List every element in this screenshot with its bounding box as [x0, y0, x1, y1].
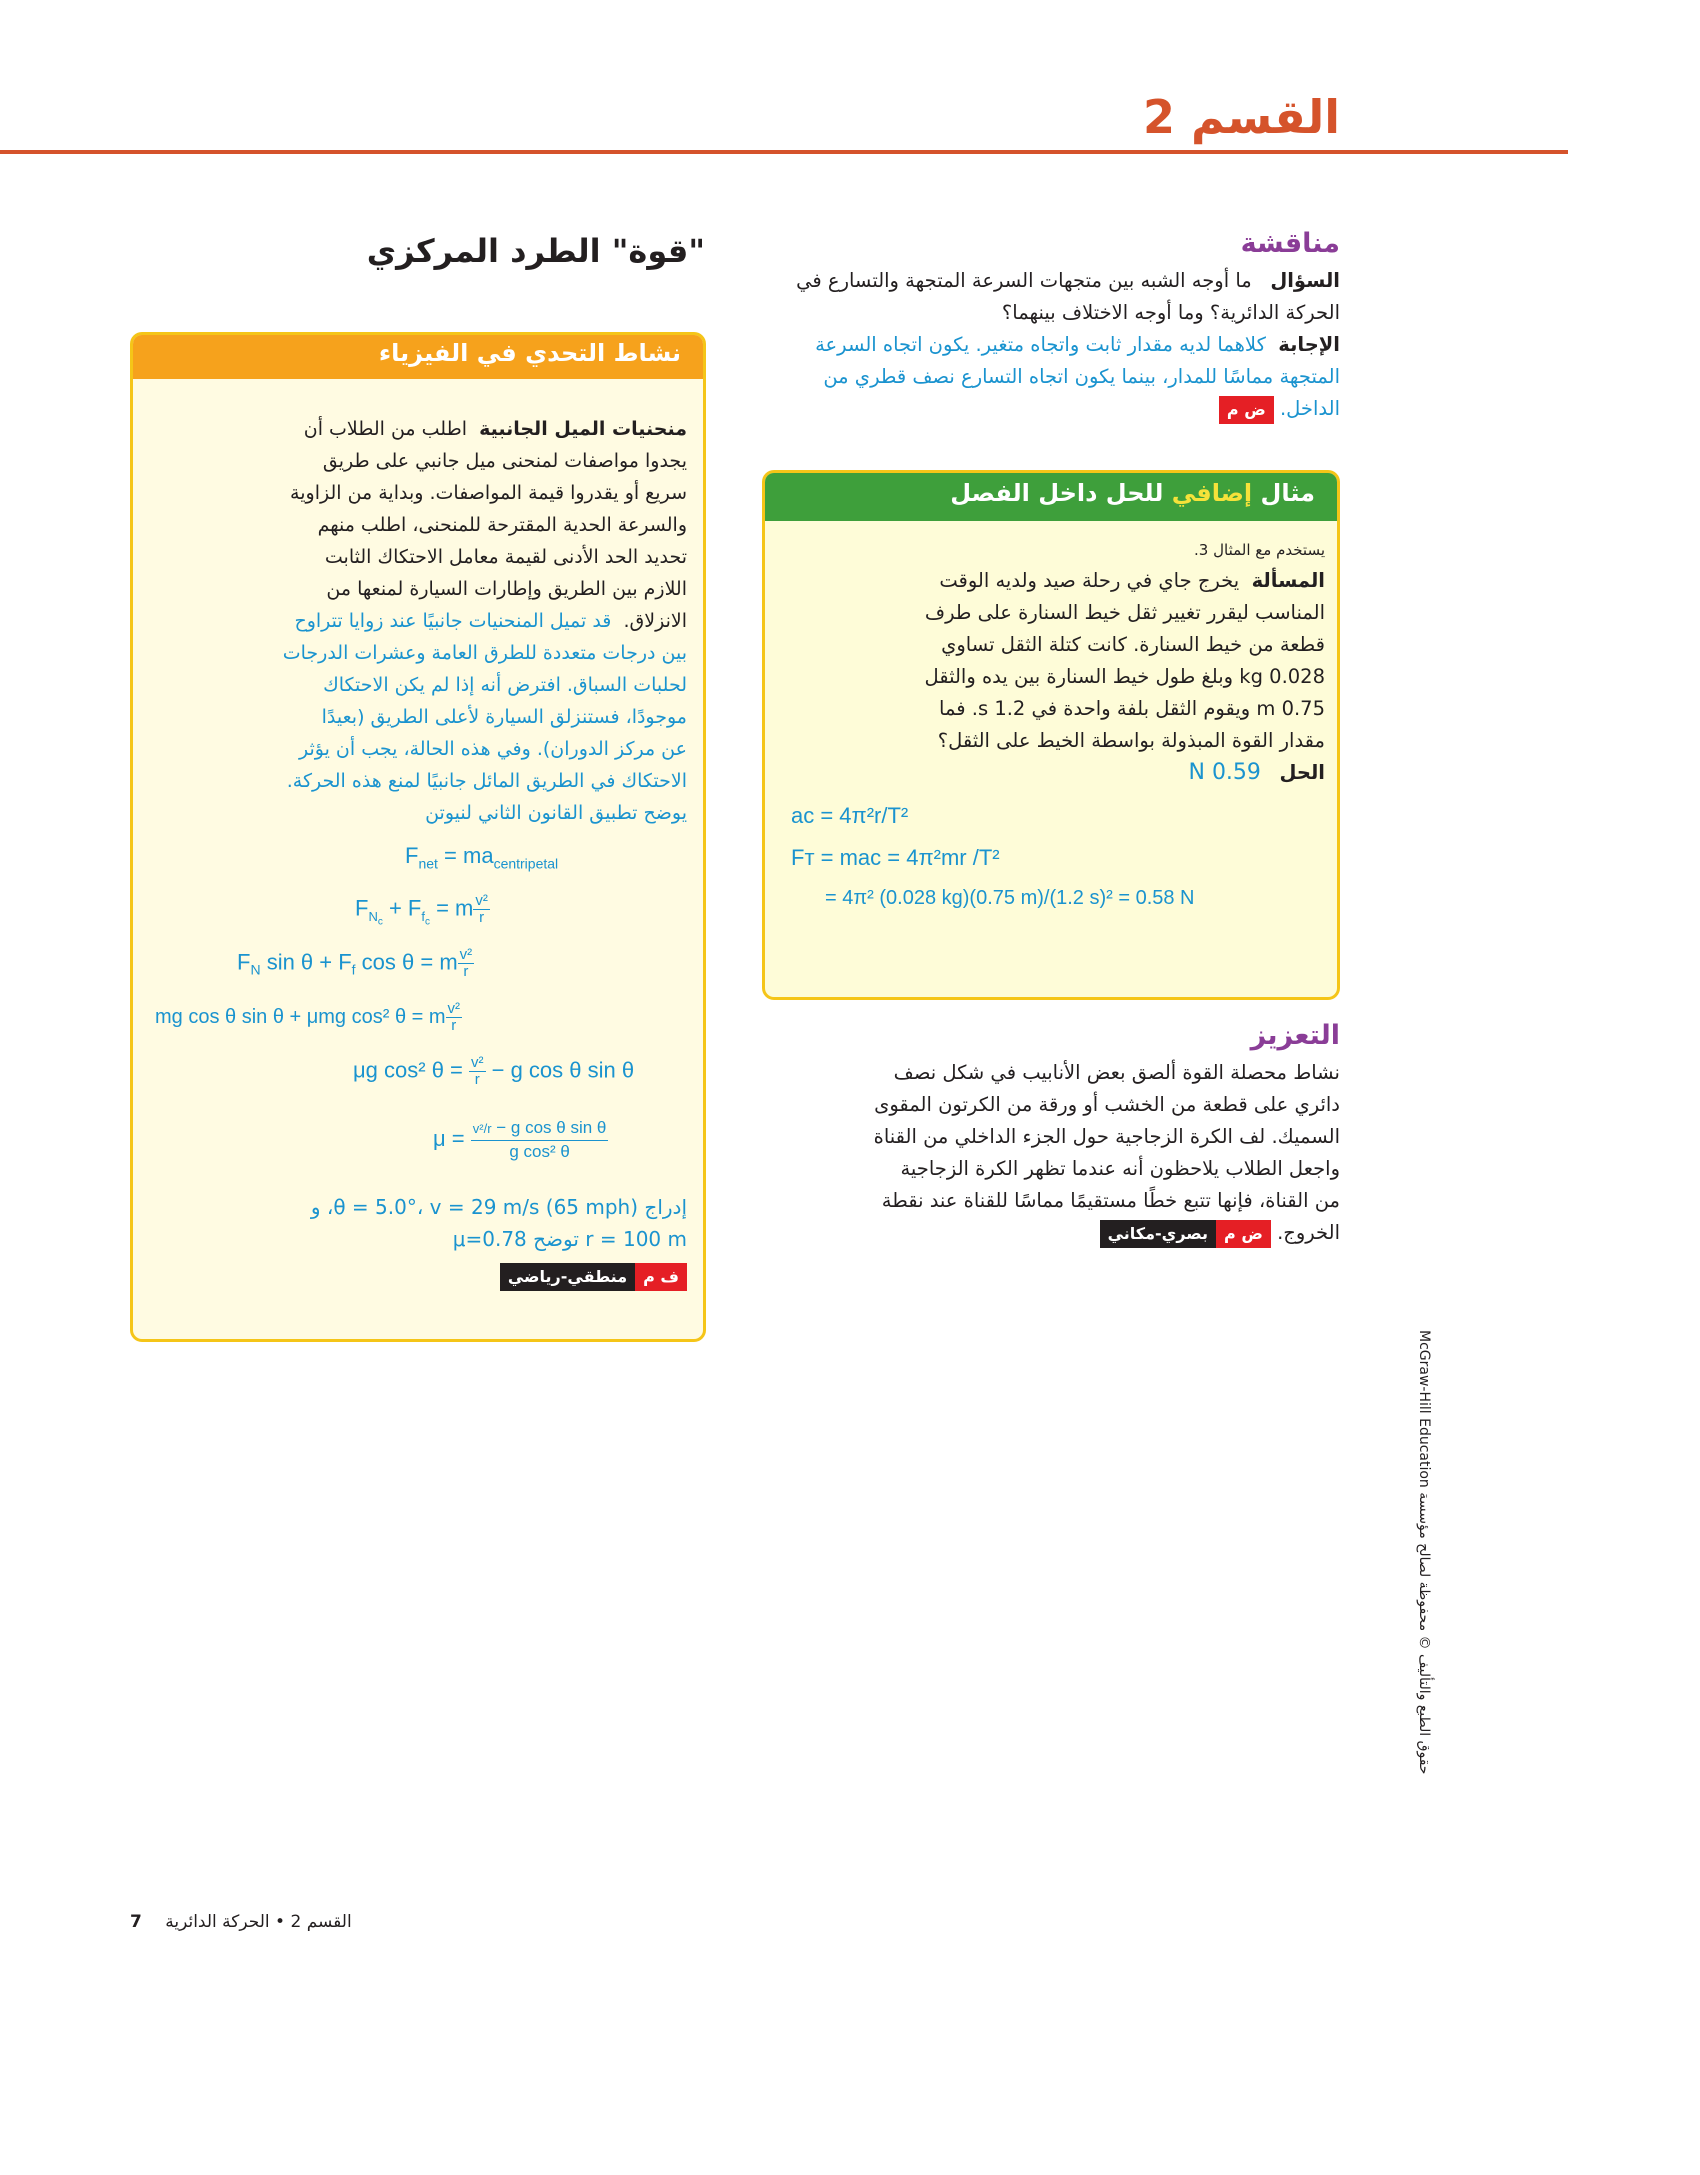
- input-values: θ = 5.0°، v = 29 m/s (65 mph)، و: [310, 1195, 639, 1219]
- reinforcement-line: واجعل الطلاب يلاحظون أنه عندما تظهر الكرة الزجاجية: [900, 1157, 1340, 1180]
- reinforcement-line: من القناة، فإنها تتبع خطًا مستقيمًا مماسًا للقناة عند نقطة: [881, 1189, 1340, 1212]
- example-title-3: للحل داخل الفصل: [950, 479, 1164, 507]
- example-title-2: إضافي: [1171, 479, 1253, 507]
- challenge-line: والسرعة الحدية المقترحة للمنحنى، اطلب منهم: [317, 514, 687, 536]
- example-equation-3: = 4π² (0.028 kg)(0.75 m)/(1.2 s)² = 0.58 N: [825, 887, 1195, 909]
- reinforcement-line: السميك. لف الكرة الزجاجية حول الجزء الداخلي من القناة: [873, 1125, 1340, 1148]
- problem-label: المسألة: [1251, 569, 1325, 592]
- learning-style-badge: بصري-مكاني: [1100, 1220, 1216, 1248]
- example-equation-1: aᴄ = 4π²r/T²: [791, 803, 909, 828]
- equation-trig: $F_N$ $\sin \theta + F_f$ cos θ = m $\frac{\text{v²}}{r}$: [237, 946, 473, 980]
- skill-badge: ض م: [1216, 1220, 1271, 1248]
- challenge-intro-label: منحنيات الميل الجانبية: [479, 418, 687, 440]
- challenge-box: [130, 332, 706, 1342]
- challenge-line: سريع أو يقدروا قيمة المواصفات. وبداية من الزاوية: [290, 482, 687, 504]
- radius-value: r = 100 m: [585, 1227, 687, 1251]
- problem-line: مقدار القوة المبذولة بواسطة الخيط على الثقل؟: [937, 729, 1325, 752]
- challenge-text: [147, 413, 687, 829]
- reinforcement-text: [765, 1057, 1340, 1249]
- section-number: 2: [1142, 90, 1175, 144]
- problem-line: يخرج جاي في رحلة صيد ولديه الوقت: [939, 569, 1240, 592]
- challenge-blue-line: بين درجات متعددة للطرق العامة وعشرات الدرجات: [282, 642, 687, 664]
- section-header: [1143, 90, 1340, 144]
- challenge-line: الانزلاق.: [623, 610, 687, 632]
- challenge-blue-line: قد تميل المنحنيات جانبيًا عند زوايا تتراوح: [294, 610, 612, 632]
- centrifugal-title: "قوة" الطرد المركزي: [366, 232, 705, 270]
- page-number: 7: [130, 1912, 142, 1932]
- equation-mu-g: μg cos² θ = $\frac{\text{v²}}{r}$ − g cos θ sin θ: [353, 1054, 635, 1088]
- discussion-section: [765, 228, 1340, 425]
- problem-line: 0.028 kg وبلغ طول خيط السنارة بين يده والثقل: [924, 665, 1325, 688]
- challenge-result: [147, 1227, 687, 1251]
- problem-line: قطعة من خيط السنارة. كانت كتلة الثقل تساوي: [941, 633, 1325, 656]
- problem-line: المناسب ليقرر تغيير ثقل خيط السنارة على طرف: [924, 601, 1325, 624]
- challenge-blue-line: لحلبات السباق. افترض أنه إذا لم يكن الاحتكاك: [323, 674, 687, 696]
- challenge-blue-line: موجودًا، فستنزلق السيارة لأعلى الطريق (بعيدًا: [321, 706, 687, 728]
- reinforcement-section: [765, 1020, 1340, 1249]
- reinforcement-line: نشاط محصلة القوة ألصق بعض الأنابيب في شكل نصف: [893, 1061, 1340, 1084]
- example-box: [762, 470, 1340, 1000]
- section-word: القسم: [1190, 90, 1340, 144]
- equation-mu: μ = $\frac{\text{v²/r − g cos θ sin θ}}{\text{g cos² θ}}$: [433, 1118, 607, 1161]
- result-label: توضح: [533, 1227, 579, 1251]
- learning-style-badge: منطقي-رياضي: [500, 1263, 635, 1291]
- challenge-line: تحديد الحد الأدنى لقيمة معامل الاحتكاك الثابت: [324, 546, 687, 568]
- reinforcement-line: دائري على قطعة من الخشب أو ورقة من الكرتون المقوى: [874, 1093, 1340, 1116]
- example-content: [777, 521, 1325, 789]
- discussion-title: مناقشة: [1240, 228, 1340, 259]
- discussion-question: [765, 265, 1340, 329]
- skill-badge: ف م: [635, 1263, 687, 1291]
- solution-label: الحل: [1279, 761, 1325, 784]
- header-rule: [0, 150, 1568, 154]
- page-footer: [130, 1912, 352, 1932]
- challenge-line: اللازم بين الطريق وإطارات السيارة لمنعها من: [326, 578, 687, 600]
- challenge-line: يجدوا مواصفات لمنحنى ميل جانبي على طريق: [322, 450, 687, 472]
- equation-components: $F_{N_c} + F_{f_c} = m$ $\frac{\text{v²}}{r}$: [355, 892, 488, 928]
- example-header: [765, 473, 1337, 521]
- problem-line: 0.75 m ويقوم الثقل بلفة واحدة في 1.2 s. فما: [939, 697, 1325, 720]
- skill-badge: ض م: [1219, 396, 1274, 424]
- equation-mg: mg cos θ sin θ + μmg cos² θ = m $\frac{\text{v²}}{r}$: [155, 1000, 461, 1034]
- example-equation-2: Fᴛ = maᴄ = 4π²mr /T²: [791, 845, 1000, 870]
- example-problem: [777, 565, 1325, 757]
- equation-fnet: $F_{net} = ma_{centripetal}$: [405, 843, 559, 872]
- challenge-blue-line: عن مركز الدوران). وفي هذه الحالة، يجب أن يؤثر: [299, 738, 687, 760]
- reinforcement-title: التعزيز: [1250, 1020, 1340, 1051]
- example-title-1: مثال: [1260, 479, 1315, 507]
- challenge-badges: [147, 1263, 687, 1291]
- example-solution: [777, 757, 1325, 789]
- copyright-credit: حقوق الطبع والتأليف © محفوظة لصالح مؤسسة McGraw-Hill Education: [1416, 1330, 1432, 1775]
- question-label: السؤال: [1270, 269, 1340, 292]
- answer-text: كلاهما لديه مقدار ثابت واتجاه متغير. يكون اتجاه السرعة المتجهة مماسًا للمدار، بينما يكون اتجاه التسارع نصف قطري من الداخل.: [815, 333, 1340, 420]
- challenge-inputs: [147, 1195, 687, 1219]
- challenge-blue-line: الاحتكاك في الطريق المائل جانبيًا لمنع هذه الحركة.: [286, 770, 687, 792]
- challenge-blue-line: يوضح تطبيق القانون الثاني لنيوتن: [425, 802, 687, 824]
- result-value: μ=0.78: [452, 1227, 527, 1251]
- solution-value: 0.59 N: [1188, 760, 1261, 785]
- challenge-line: اطلب من الطلاب أن: [303, 418, 467, 440]
- footer-text: القسم 2 • الحركة الدائرية: [165, 1912, 352, 1932]
- question-text: ما أوجه الشبه بين متجهات السرعة المتجهة والتسارع في الحركة الدائرية؟ وما أوجه الاختلاف بينهما؟: [796, 269, 1340, 324]
- discussion-answer: [765, 329, 1340, 425]
- example-use-with: يستخدم مع المثال 3.: [1194, 541, 1325, 559]
- reinforcement-line: الخروج.: [1277, 1221, 1340, 1244]
- answer-label: الإجابة: [1278, 333, 1340, 356]
- input-label: إدراج: [644, 1195, 687, 1219]
- challenge-header: نشاط التحدي في الفيزياء: [133, 335, 703, 379]
